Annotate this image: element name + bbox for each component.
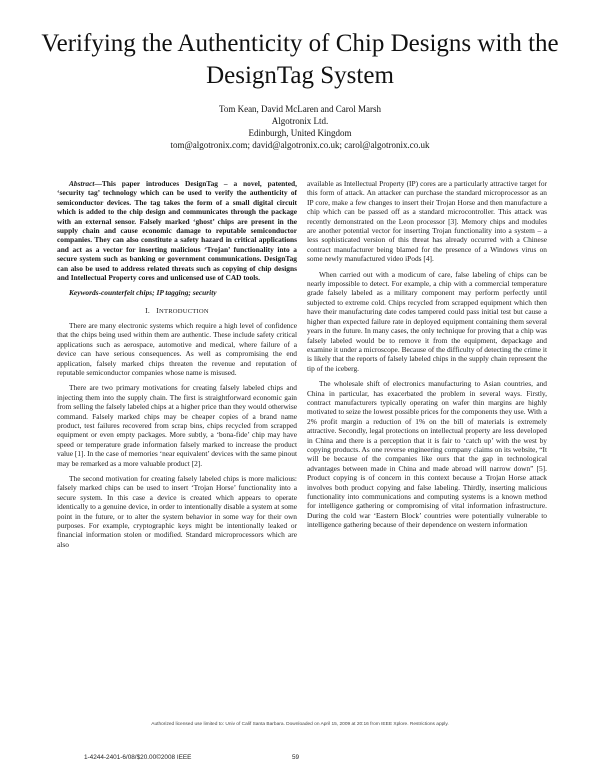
body-paragraph: The second motivation for creating falsely labeled chips is more malicious: falsely marked chips can be used to insert ‘Trojan Horse’ functionality into a secure system. In this case a device is created which appears to operate identically to a genuine device, in order to intentionally disable a system at some point in the future, or to alter the system behavior in some way for their own purposes. For example, cryptographic keys might be intentionally leaked or financial information stolen or modified. Standard microprocessors which are also [57, 473, 297, 549]
author-names: Tom Kean, David McLaren and Carol Marsh [218, 104, 382, 114]
authorized-use-notice: Authorized licensed use limited to: Univ of Calif Santa Barbara. Downloaded on April 15, 2009 at 20:16 from IEEE Xplore. Restrictions apply. [151, 722, 449, 727]
section-numeral: I. [145, 305, 150, 315]
body-paragraph: There are two primary motivations for creating falsely labeled chips and injecting them into the supply chain. The first is straightforward economic gain from selling the falsely labeled chips at a higher price than they would otherwise command. Falsely marked chips may be cheaper copies of a brand name product, test failures recovered from scrap bins, chips recycled from scrapped equipment or even empty packages. More subtly, a ‘bona-fide’ chip may have speed or temperature grade information falsely marked to increase the product value [1]. In the case of memories ‘near equivalent’ devices with the same pinout may be remarked as a more valuable product [2]. [57, 383, 297, 468]
author-emails: tom@algotronix.com; david@algotronix.co.uk; carol@algotronix.co.uk [170, 140, 430, 150]
affiliation: Algotronix Ltd. [271, 116, 329, 126]
section-title-rest: NTRODUCTION [159, 307, 209, 315]
abstract [57, 179, 297, 282]
section-heading-introduction [57, 306, 297, 315]
paper-title: Verifying the Authenticity of Chip Designs with the DesignTag System [41, 30, 559, 89]
abstract-label: Abstract [69, 179, 95, 188]
section-title-first: I [156, 305, 160, 315]
body-paragraph: available as Intellectual Property (IP) cores are a particularly attractive target for this form of attack. An attacker can purchase the standard microprocessor as an IP core, make a few changes to insert their Trojan Horse and then manufacture a chip which can be passed off as a standard microcontroller. This attack was recently demonstrated on the Leon processor [3]. Memory chips and modules are another potential vector for inserting Trojan functionality into a system – a less sophisticated version of this threat has already occurred with a Chinese contract manufacturer being blamed for the presence of a Windows virus on some newly manufactured video iPods [4]. [307, 179, 547, 264]
left-column [57, 179, 297, 555]
body-paragraph: There are many electronic systems which require a high level of confidence that the chips being used within them are authentic. These include safety critical applications such as aerospace, automotive and medical, where failure of a device can have serious consequences. As well as compromising the end application, falsely marked chips threaten the revenue and reputation of reputable semiconductor companies whose name is misused. [57, 320, 297, 377]
body-paragraph: When carried out with a modicum of care, false labeling of chips can be nearly impossible to detect. For example, a chip with a commercial temperature grade falsely labeled as a military component may perform perfectly until subjected to extreme cold. Chips recycled from scrapped equipment which then have their manufacturing date codes tampered could pass initial test but cause a higher than expected failure rate in deployed equipment containing them several years in the future. In many cases, the only technique for proving that a chip was falsely labeled would be to remove it from the equipment, depackage and examine it under a microscope. Because of the difficulty of detecting the crime it is likely that the reports of falsely labeled chips in the supply chain represent the tip of the iceberg. [307, 269, 547, 373]
right-column [307, 179, 547, 536]
location: Edinburgh, United Kingdom [248, 128, 352, 138]
author-block [100, 103, 500, 151]
body-paragraph: The wholesale shift of electronics manufacturing to Asian countries, and China in particular, has exacerbated the problem in several ways. Firstly, contract manufacturers typically operating on wafer thin margins are highly motivated to seize the lowest possible prices for the components they use. With a 2% profit margin a reduction of 1% on the bill of materials is extremely attractive. Secondly, legal protections on intellectual property are less developed in China and there is a perception that it is fair to ‘catch up’ with the west by copying products. As one reverse engineering company claims on its website, “It will be because of the companies like ours that the gap in technological advantages between made in China and made abroad will narrow down” [5]. Product copying is of concern in this context because a Trojan Horse attack involves both product copying and false labeling. Thirdly, inserting malicious functionality into communications and computing systems is a known method for intelligence gathering or compromising of vital information infrastructure. During the cold war ‘Eastern Block’ countries were potentially vulnerable to intelligence gathering because of their dependence on western information [307, 379, 547, 530]
isbn-copyright: 1-4244-2401-6/08/$20.00©2008 IEEE [84, 754, 192, 761]
keywords: Keywords-counterfeit chips; IP tagging; security [69, 288, 217, 298]
abstract-text: —This paper introduces DesignTag – a novel, patented, ‘security tag’ technology which can be used to verify the authenticity of semiconductor devices. The tag takes the form of a small digital circuit which is added to the chip design and communicates through the package with an external sensor. Falsely marked ‘ghost’ chips are present in the supply chain and cause economic damage to reputable semiconductor companies. They can also constitute a safety hazard in critical applications and act as a vector for inserting malicious ‘Trojan’ functionality into a secure system such as banking or government communications. DesignTag can also be used to address related threats such as copying of chip designs and Intellectual Property cores and unlicensed use of CAD tools. [57, 179, 297, 283]
page-number: 59 [292, 754, 300, 761]
